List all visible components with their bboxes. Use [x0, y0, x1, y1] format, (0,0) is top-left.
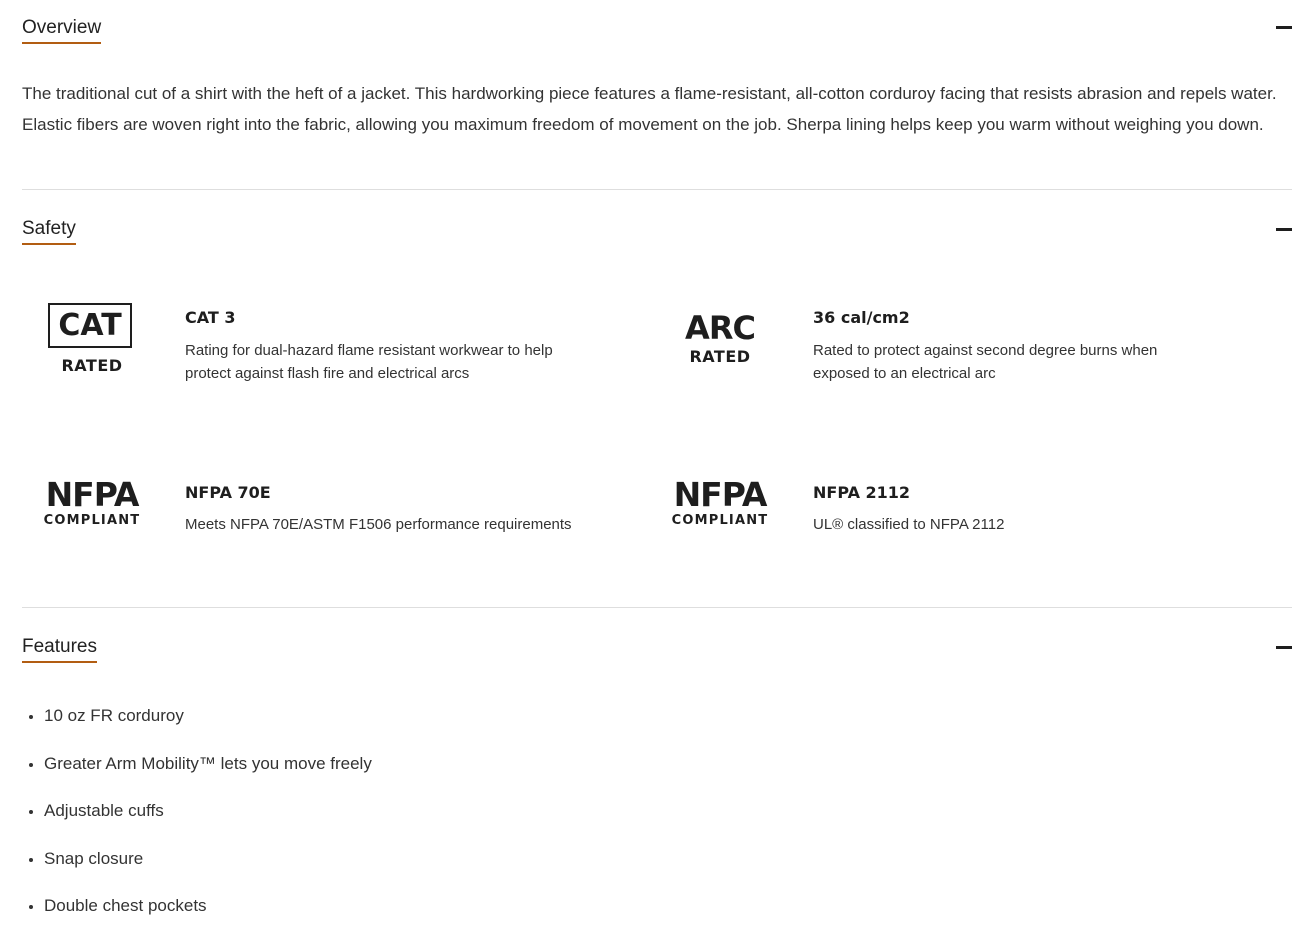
product-details-accordion: [22, 0, 1292, 942]
overview-header[interactable]: [22, 0, 1292, 60]
nfpa-compliant-logo-sub: COMPLIANT: [43, 513, 141, 528]
overview-title[interactable]: Overview: [22, 16, 101, 44]
safety-section: [22, 190, 1292, 608]
features-title[interactable]: Features: [22, 635, 97, 663]
badge-description: Rating for dual-hazard flame resistant workwear to help protect against flash fire and electrical arcs: [185, 342, 553, 382]
badge-title: CAT 3: [185, 308, 236, 327]
features-section: [22, 608, 1292, 942]
badge-description: Rated to protect against second degree burns when exposed to an electrical arc: [813, 342, 1158, 382]
badge-title: 36 cal/cm2: [813, 308, 910, 327]
list-item: • Snap closure: [44, 847, 1292, 895]
arc-rated-logo: ARC: [685, 309, 755, 347]
nfpa-compliant-logo-sub: COMPLIANT: [671, 513, 769, 528]
nfpa-compliant-logo: NFPA: [45, 475, 139, 514]
list-item: • Double chest pockets: [44, 894, 1292, 942]
features-list: [22, 702, 1292, 942]
minus-icon[interactable]: [1276, 640, 1292, 656]
badge-description: Meets NFPA 70E/ASTM F1506 performance requirements: [185, 516, 572, 533]
safety-header[interactable]: [22, 190, 1292, 250]
cat-rated-logo-sub: RATED: [61, 356, 123, 375]
badge-description: UL® classified to NFPA 2112: [813, 516, 1005, 533]
overview-text: The traditional cut of a shirt with the heft of a jacket. This hardworking piece features a flame-resistant, all-cotton corduroy facing that resists abrasion and repels water. Elastic fibers are woven right into the fabric, allowing you maximum freedom of movement on the job. Sherpa lining helps keep you warm without weighing you down.: [22, 84, 1277, 134]
safety-title[interactable]: Safety: [22, 217, 76, 245]
minus-icon[interactable]: [1276, 20, 1292, 36]
arc-rated-logo-sub: RATED: [689, 347, 751, 366]
minus-icon[interactable]: [1276, 222, 1292, 238]
cat-rated-logo: CAT: [48, 303, 132, 348]
list-item: • Adjustable cuffs: [44, 799, 1292, 847]
features-header[interactable]: [22, 608, 1292, 668]
list-item: • 10 oz FR corduroy: [44, 704, 1292, 752]
overview-section: [22, 0, 1292, 190]
badge-title: NFPA 2112: [813, 483, 911, 502]
list-item: • Greater Arm Mobility™ lets you move freely: [44, 752, 1292, 800]
badge-title: NFPA 70E: [185, 483, 271, 502]
nfpa-compliant-logo: NFPA: [673, 475, 767, 514]
